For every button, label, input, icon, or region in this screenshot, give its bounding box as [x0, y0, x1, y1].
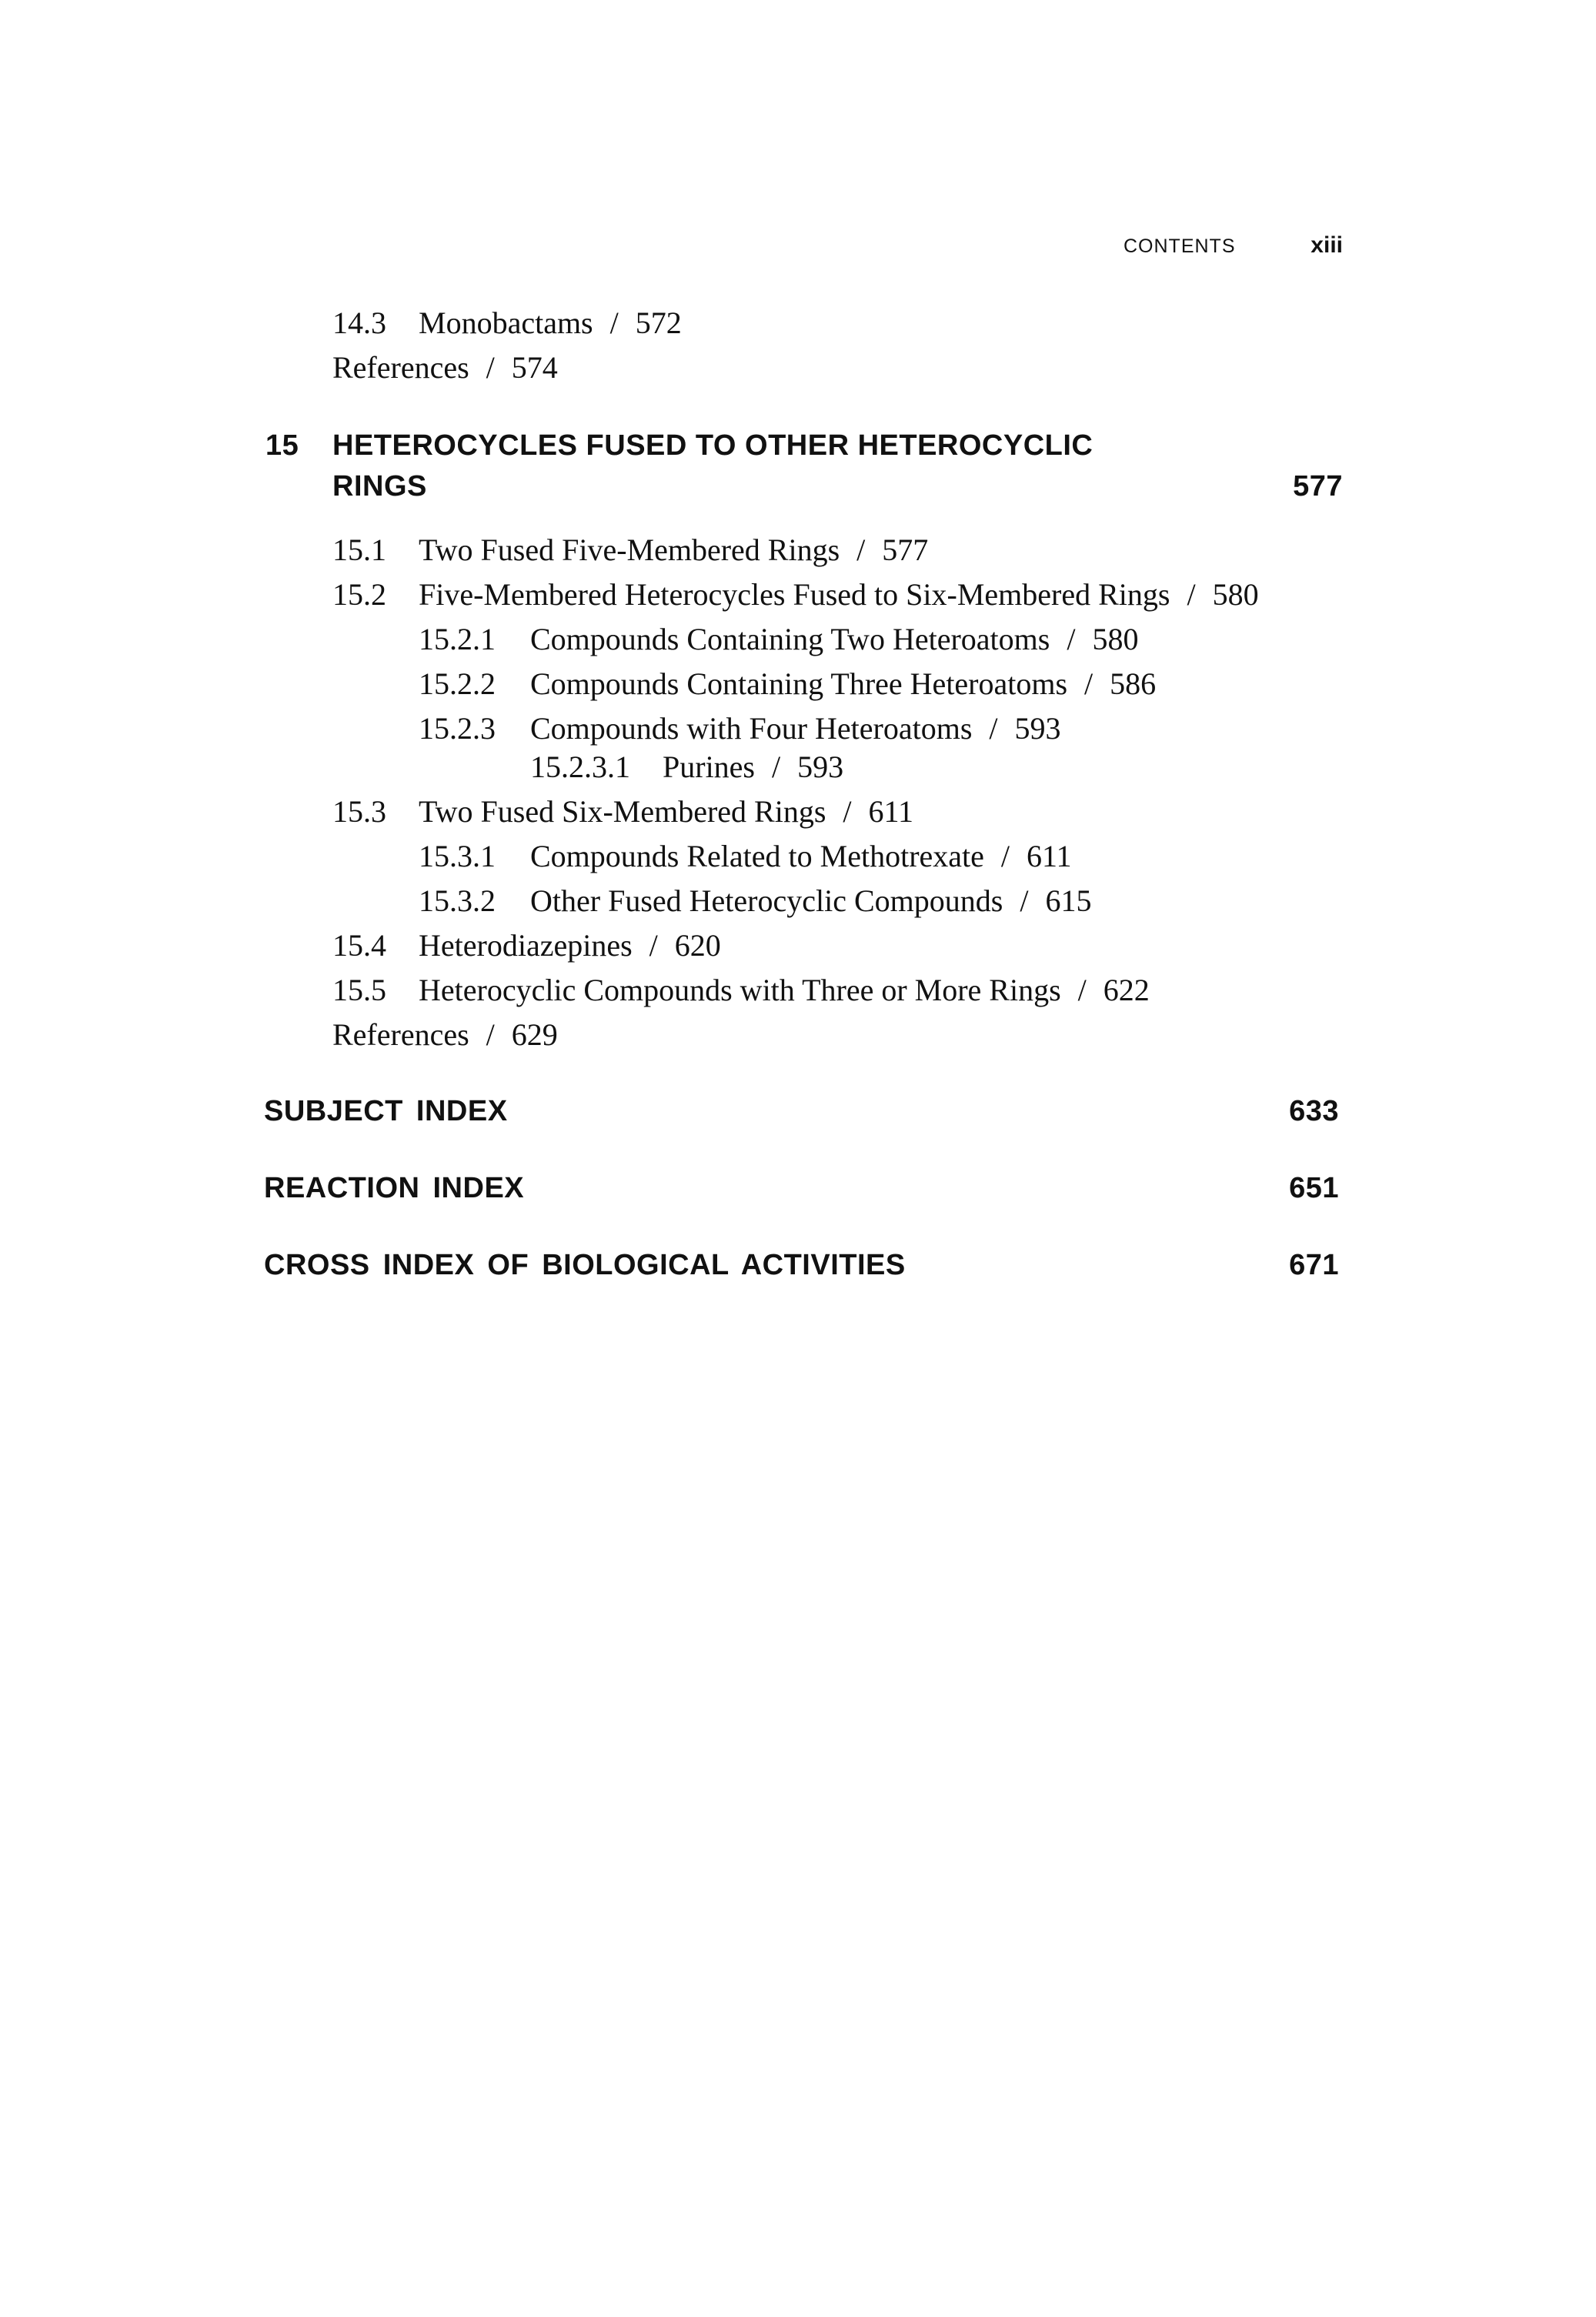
entry-page: 620: [674, 928, 721, 963]
toc-entry-15-3: [332, 796, 913, 827]
entry-separator: /: [772, 750, 781, 784]
entry-number: 14.3: [332, 305, 386, 340]
reaction-index-page: 651: [1289, 1172, 1339, 1204]
toc-entry-15-3-1: [419, 841, 1072, 872]
entry-separator: /: [1067, 622, 1076, 656]
entry-page: 611: [868, 794, 914, 829]
entry-separator: /: [486, 1017, 495, 1052]
entry-number: 15.3.1: [419, 839, 496, 873]
entry-title: Heterodiazepines: [419, 928, 633, 963]
subject-index-page: 633: [1289, 1095, 1339, 1127]
entry-number: 15.2.3: [419, 711, 496, 746]
entry-page: 580: [1092, 622, 1139, 656]
entry-page: 586: [1110, 666, 1157, 701]
entry-title: Compounds Containing Two Heteroatoms: [530, 622, 1050, 656]
entry-separator: /: [1187, 577, 1196, 612]
entry-number: 15.5: [332, 973, 386, 1007]
entry-number: 15.4: [332, 928, 386, 963]
entry-separator: /: [1020, 883, 1029, 918]
running-head-label: CONTENTS: [1124, 235, 1236, 257]
cross-index-title: CROSS INDEX OF BIOLOGICAL ACTIVITIES: [264, 1249, 906, 1281]
entry-separator: /: [1084, 666, 1093, 701]
entry-page: 593: [1014, 711, 1061, 746]
entry-title: Two Fused Five-Membered Rings: [419, 533, 840, 567]
chapter-15-title-line2: RINGS: [332, 470, 427, 502]
reaction-index-title: REACTION INDEX: [264, 1172, 525, 1204]
cross-index-page: 671: [1289, 1249, 1339, 1281]
entry-title: Two Fused Six-Membered Rings: [419, 794, 826, 829]
entry-number: 15.2.3.1: [530, 750, 630, 784]
entry-number: 15.3.2: [419, 883, 496, 918]
references-page: 629: [511, 1017, 558, 1052]
references-page: 574: [511, 350, 558, 385]
entry-separator: /: [856, 533, 866, 567]
toc-entry-15-2-3: [419, 713, 1061, 744]
entry-separator: /: [1077, 973, 1087, 1007]
entry-title: Compounds with Four Heteroatoms: [530, 711, 973, 746]
entry-separator: /: [989, 711, 998, 746]
toc-entry-15-2: [332, 579, 1259, 610]
toc-entry-14-3: [332, 305, 682, 340]
entry-page: 572: [635, 305, 682, 340]
entry-page: 611: [1027, 839, 1072, 873]
entry-number: 15.2.1: [419, 622, 496, 656]
references-title: References: [332, 350, 469, 385]
subject-index-title: SUBJECT INDEX: [264, 1095, 508, 1127]
entry-page: 615: [1045, 883, 1092, 918]
entry-page: 622: [1103, 973, 1150, 1007]
toc-entry-15-5: [332, 975, 1150, 1006]
entry-number: 15.2: [332, 577, 386, 612]
entry-title: Monobactams: [419, 305, 593, 340]
entry-title: Five-Membered Heterocycles Fused to Six-Membered Rings: [419, 577, 1170, 612]
references-title: References: [332, 1017, 469, 1052]
entry-title: Compounds Related to Methotrexate: [530, 839, 984, 873]
entry-page: 577: [882, 533, 929, 567]
entry-number: 15.2.2: [419, 666, 496, 701]
toc-entry-15-3-2: [419, 883, 1092, 918]
toc-entry-15-2-2: [419, 666, 1157, 701]
entry-separator: /: [1000, 839, 1010, 873]
toc-entry-15-4: [332, 930, 721, 961]
entry-separator: /: [609, 305, 619, 340]
entry-separator: /: [649, 928, 658, 963]
entry-number: 15.1: [332, 533, 386, 567]
entry-title: Other Fused Heterocyclic Compounds: [530, 883, 1003, 918]
chapter-15-page: 577: [1293, 470, 1343, 502]
entry-page: 593: [797, 750, 844, 784]
chapter-15-number: 15: [265, 429, 299, 462]
entry-page: 580: [1212, 577, 1259, 612]
entry-title: Heterocyclic Compounds with Three or More Rings: [419, 973, 1061, 1007]
toc-entry-15-2-3-1: [530, 752, 843, 783]
running-head: [1124, 232, 1343, 263]
toc-entry-15-2-1: [419, 624, 1138, 655]
chapter-15-title-line1: HETEROCYCLES FUSED TO OTHER HETEROCYCLIC: [332, 429, 1093, 462]
entry-title: Compounds Containing Three Heteroatoms: [530, 666, 1068, 701]
toc-entry-15-1: [332, 535, 928, 566]
toc-references-1: [332, 352, 558, 383]
entry-separator: /: [486, 350, 495, 385]
entry-number: 15.3: [332, 794, 386, 829]
toc-references-2: [332, 1017, 558, 1052]
entry-title: Purines: [663, 750, 755, 784]
entry-separator: /: [843, 794, 852, 829]
running-head-page-number: xiii: [1311, 232, 1343, 258]
